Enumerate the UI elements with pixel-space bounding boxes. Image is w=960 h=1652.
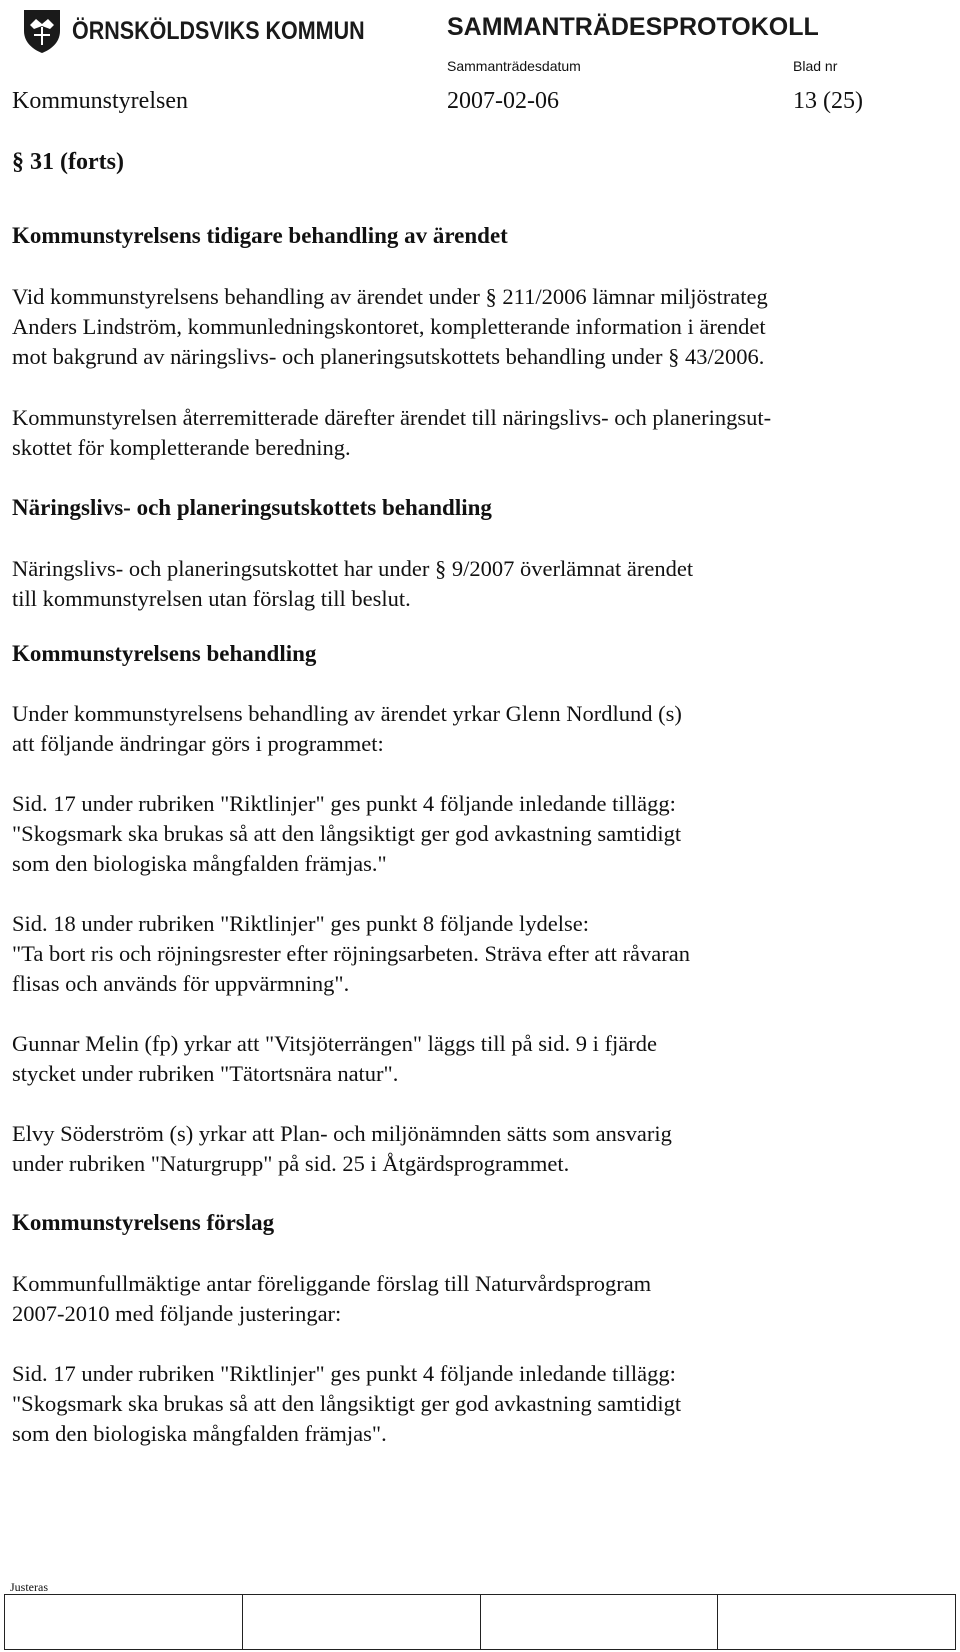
paragraph <box>12 1359 932 1449</box>
paragraph-line: att följande ändringar görs i programmet: <box>12 731 384 756</box>
justeras-label: Justeras <box>10 1580 48 1594</box>
paragraph-line: Anders Lindström, kommunledningskontoret, kompletterande information i ärendet <box>12 314 766 339</box>
signature-table <box>4 1594 956 1650</box>
paragraph-line: 2007-2010 med följande justeringar: <box>12 1301 342 1326</box>
heading-board-proposal: Kommunstyrelsens förslag <box>12 1210 275 1235</box>
paragraph-line: "Ta bort ris och röjningsrester efter röjningsarbeten. Sträva efter att råvaran <box>12 941 690 966</box>
paragraph-line: till kommunstyrelsen utan förslag till beslut. <box>12 586 411 611</box>
paragraph-line: mot bakgrund av näringslivs- och planeringsutskottets behandling under § 43/2006. <box>12 344 765 369</box>
paragraph-line: "Skogsmark ska brukas så att den långsiktigt ger god avkastning samtidigt <box>12 821 682 846</box>
municipality-logo <box>20 6 412 56</box>
paragraph <box>12 789 932 879</box>
paragraph <box>12 282 932 372</box>
section-number: § 31 (forts) <box>12 149 124 175</box>
paragraph-line: Kommunfullmäktige antar föreliggande förslag till Naturvårdsprogram <box>12 1271 652 1296</box>
paragraph <box>12 1029 932 1089</box>
document-type-title: SAMMANTRÄDESPROTOKOLL <box>447 13 819 41</box>
meeting-date-caption: Sammanträdesdatum <box>447 58 581 74</box>
paragraph <box>12 1119 932 1179</box>
signature-cell-2[interactable] <box>242 1595 480 1650</box>
organ-name: Kommunstyrelsen <box>12 88 188 114</box>
paragraph <box>12 909 932 999</box>
paragraph-line: Sid. 18 under rubriken "Riktlinjer" ges punkt 8 följande lydelse: <box>12 911 590 936</box>
paragraph-line: flisas och används för uppvärmning". <box>12 971 350 996</box>
heading-committee-handling: Näringslivs- och planeringsutskottets behandling <box>12 495 492 520</box>
paragraph-line: Sid. 17 under rubriken "Riktlinjer" ges punkt 4 följande inledande tillägg: <box>12 1361 676 1386</box>
paragraph-line: under rubriken "Naturgrupp" på sid. 25 i Åtgärdsprogrammet. <box>12 1151 570 1176</box>
organization-name: ÖRNSKÖLDSVIKS KOMMUN <box>72 16 365 45</box>
heading-previous-handling: Kommunstyrelsens tidigare behandling av ärendet <box>12 223 508 248</box>
paragraph-line: Under kommunstyrelsens behandling av ärendet yrkar Glenn Nordlund (s) <box>12 701 682 726</box>
paragraph-line: Elvy Söderström (s) yrkar att Plan- och miljönämnden sätts som ansvarig <box>12 1121 672 1146</box>
signature-cell-3[interactable] <box>480 1595 718 1650</box>
paragraph-line: Sid. 17 under rubriken "Riktlinjer" ges punkt 4 följande inledande tillägg: <box>12 791 676 816</box>
paragraph-line: Gunnar Melin (fp) yrkar att "Vitsjöterrängen" läggs till på sid. 9 i fjärde <box>12 1031 657 1056</box>
heading-board-handling: Kommunstyrelsens behandling <box>12 641 317 666</box>
paragraph <box>12 1269 932 1329</box>
signature-cell-4[interactable] <box>718 1595 956 1650</box>
municipal-coat-of-arms-icon <box>20 7 64 55</box>
paragraph-line: som den biologiska mångfalden främjas". <box>12 1421 387 1446</box>
signature-footer <box>0 1578 960 1652</box>
paragraph <box>12 403 932 463</box>
paragraph-line: som den biologiska mångfalden främjas." <box>12 851 387 876</box>
meeting-date: 2007-02-06 <box>447 88 559 114</box>
paragraph-line: skottet för kompletterande beredning. <box>12 435 351 460</box>
paragraph-line: Näringslivs- och planeringsutskottet har under § 9/2007 överlämnat ärendet <box>12 556 694 581</box>
page-number: 13 (25) <box>793 88 863 114</box>
protocol-body <box>12 147 932 1449</box>
document-header <box>0 0 960 90</box>
paragraph-line: Kommunstyrelsen återremitterade därefter ärendet till näringslivs- och planeringsut- <box>12 405 772 430</box>
protocol-meta-row <box>0 88 960 118</box>
paragraph-line: "Skogsmark ska brukas så att den långsiktigt ger god avkastning samtidigt <box>12 1391 682 1416</box>
page-number-caption: Blad nr <box>793 58 838 74</box>
paragraph <box>12 699 932 759</box>
paragraph-line: stycket under rubriken "Tätortsnära natur". <box>12 1061 399 1086</box>
paragraph <box>12 554 932 614</box>
signature-cell-1[interactable] <box>5 1595 243 1650</box>
paragraph-line: Vid kommunstyrelsens behandling av ärendet under § 211/2006 lämnar miljöstrateg <box>12 284 768 309</box>
